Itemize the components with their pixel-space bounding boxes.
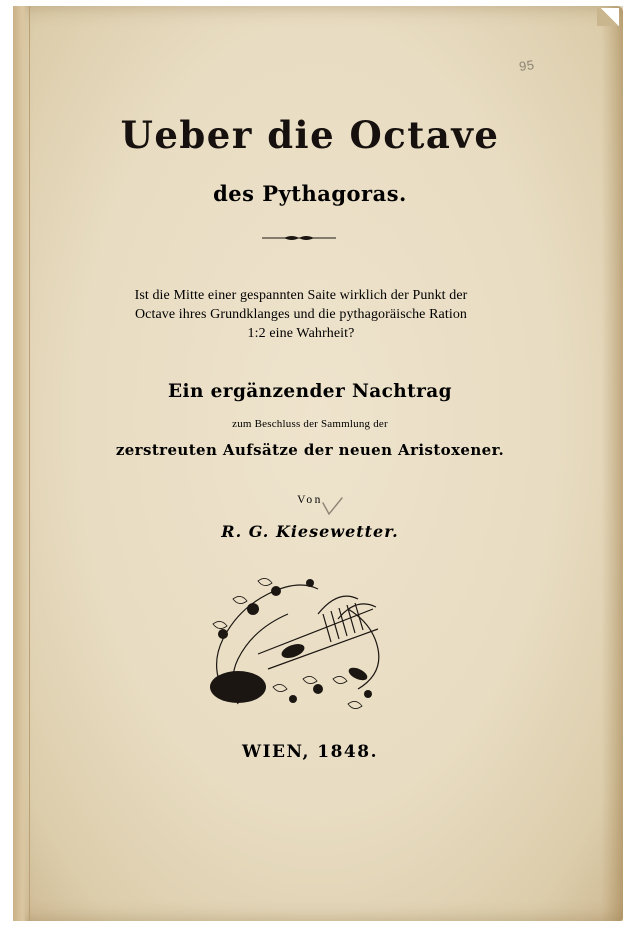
main-title: Ueber die Octave xyxy=(120,113,500,157)
question-line: Octave ihres Grundklanges und die pythagoräische Ration xyxy=(134,307,468,322)
pencil-checkmark-icon xyxy=(320,497,344,517)
collection-note: zum Beschluss der Sammlung der xyxy=(232,418,388,430)
by-line-label: Von xyxy=(297,494,323,506)
spine-edge xyxy=(13,6,30,921)
ornament-rule xyxy=(262,234,336,242)
question-paragraph xyxy=(86,286,516,343)
corner-fold xyxy=(597,8,619,26)
collection-title: zerstreuten Aufsätze der neuen Aristoxener. xyxy=(115,441,505,459)
supplement-heading: Ein ergänzender Nachtrag xyxy=(168,381,452,402)
question-line: 1:2 eine Wahrheit? xyxy=(247,326,355,341)
imprint: WIEN, 1848. xyxy=(241,742,379,762)
lyre-wreath-vignette-icon xyxy=(198,569,394,719)
subtitle: des Pythagoras. xyxy=(213,181,407,206)
author-name: R. G. Kiesewetter. xyxy=(221,522,399,541)
pencil-annotation: 95 xyxy=(518,56,536,75)
question-line: Ist die Mitte einer gespannten Saite wirklich der Punkt der xyxy=(134,288,468,303)
edge-wear xyxy=(601,6,623,921)
